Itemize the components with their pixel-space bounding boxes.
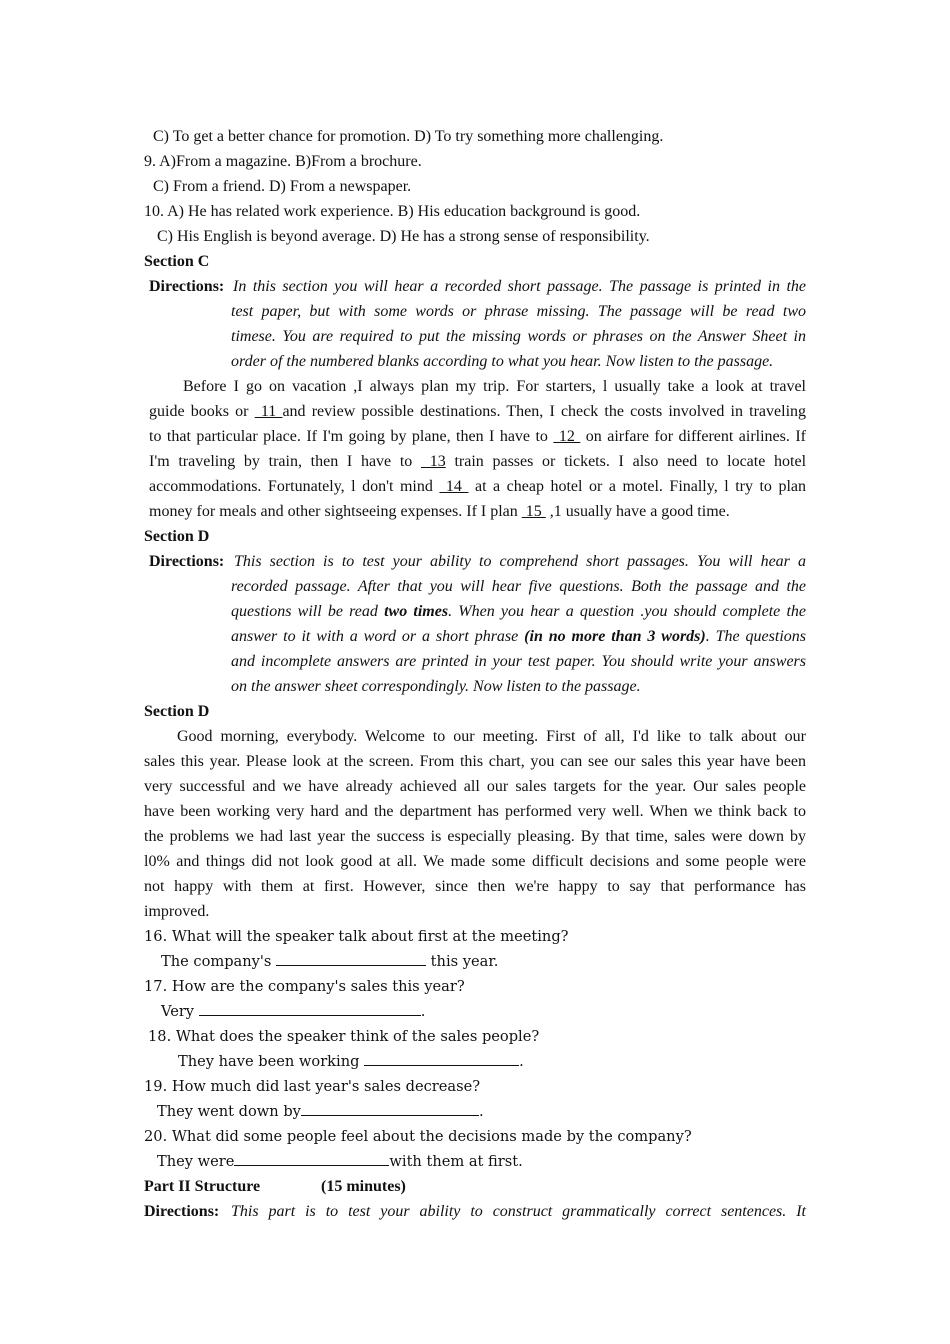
q9-options-cd: C) From a friend. D) From a newspaper. bbox=[153, 178, 412, 195]
section-c-directions-label: Directions: bbox=[149, 278, 225, 295]
question-20: 20. What did some people feel about the decisions made by the company? bbox=[144, 1128, 692, 1145]
section-d-directions-line-4: answer to it with a word or a short phrase (in no more than 3 words). The questions bbox=[231, 628, 807, 645]
blank-13[interactable]: 13 bbox=[421, 453, 446, 470]
question-16: 16. What will the speaker talk about first at the meeting? bbox=[144, 928, 569, 945]
q9-options-ab: 9. A)From a magazine. B)From a brochure. bbox=[144, 153, 422, 170]
q10-options-cd: C) His English is beyond average. D) He has a strong sense of responsibility. bbox=[157, 228, 650, 245]
section-d-heading: Section D bbox=[144, 528, 210, 545]
blank-11[interactable]: 11 bbox=[254, 403, 283, 420]
emphasis-two-times: two times bbox=[384, 603, 449, 620]
question-19: 19. How much did last year's sales decrease? bbox=[144, 1078, 481, 1095]
q10-options-ab: 10. A) He has related work experience. B) His education background is good. bbox=[144, 203, 641, 220]
section-c-passage-line-4: I'm traveling by train, then I have to 13 train passes or tickets. I also need to locate hotel bbox=[149, 453, 807, 470]
section-c-directions-line-1: In this section you will hear a recorded short passage. The passage is printed in the bbox=[233, 278, 806, 295]
section-d2-passage-line-8: improved. bbox=[144, 903, 210, 920]
section-d2-passage-line-7: not happy with them at first. However, since then we're happy to say that performance has bbox=[144, 878, 806, 895]
answer-17-blank[interactable] bbox=[199, 1001, 421, 1016]
answer-18-blank[interactable] bbox=[364, 1051, 519, 1066]
section-c-passage-line-3: to that particular place. If I'm going by plane, then I have to 12 on airfare for different airlines. If bbox=[149, 428, 806, 445]
section-d-directions-line-6: on the answer sheet correspondingly. Now listen to the passage. bbox=[231, 678, 641, 695]
section-c-passage-line-5: accommodations. Fortunately, l don't mind 14 at a cheap hotel or a motel. Finally, l try to plan bbox=[149, 478, 807, 495]
part-2-directions-text: This part is to test your ability to construct grammatically correct sentences. It bbox=[231, 1203, 806, 1220]
section-d2-passage-line-6: l0% and things did not look good at all. We made some difficult decisions and some people were bbox=[144, 853, 806, 870]
blank-14[interactable]: 14 bbox=[439, 478, 469, 495]
section-d-directions-line-5: and incomplete answers are printed in your test paper. You should write your answers bbox=[231, 653, 806, 670]
section-d2-passage-line-1: Good morning, everybody. Welcome to our meeting. First of all, I'd like to talk about our bbox=[177, 728, 806, 745]
q8-options-cd: C) To get a better chance for promotion. D) To try something more challenging. bbox=[153, 128, 664, 145]
section-d-directions-label: Directions: bbox=[149, 553, 225, 570]
blank-15[interactable]: 15 bbox=[521, 503, 546, 520]
blank-12[interactable]: 12 bbox=[553, 428, 581, 445]
answer-19: They went down by . bbox=[157, 1103, 484, 1120]
section-c-directions-line-2: test paper, but with some words or phrase missing. The passage will be read two bbox=[231, 303, 806, 320]
emphasis-word-limit: (in no more than 3 words) bbox=[524, 628, 706, 645]
section-c-passage-line-1: Before I go on vacation ,I always plan my trip. For starters, l usually take a look at travel bbox=[183, 378, 806, 395]
section-c-directions-line-4: order of the numbered blanks according to what you hear. Now listen to the passage. bbox=[231, 353, 774, 370]
section-c-heading: Section C bbox=[144, 253, 210, 270]
section-d-directions-line-3: questions will be read two times. When you hear a question .you should complete the bbox=[231, 603, 807, 620]
question-18: 18. What does the speaker think of the sales people? bbox=[148, 1028, 540, 1045]
section-d-directions-line-1: This section is to test your ability to comprehend short passages. You will hear a bbox=[234, 553, 806, 570]
question-17: 17. How are the company's sales this year? bbox=[144, 978, 465, 995]
section-c-directions-line-3: timese. You are required to put the missing words or phrases on the Answer Sheet in bbox=[231, 328, 806, 345]
answer-19-blank[interactable] bbox=[301, 1101, 479, 1116]
section-d2-heading: Section D bbox=[144, 703, 210, 720]
section-d2-passage-line-3: very successful and we have already achieved all our sales targets for the year. Our sales people bbox=[144, 778, 806, 795]
section-c-passage-line-6: money for meals and other sightseeing expenses. If I plan 15 ,1 usually have a good time. bbox=[149, 503, 730, 520]
answer-16-blank[interactable] bbox=[276, 951, 426, 966]
answer-16: The company's this year. bbox=[161, 953, 499, 970]
answer-17: Very . bbox=[161, 1003, 426, 1020]
answer-20: They were with them at first. bbox=[157, 1153, 523, 1170]
section-d-directions-line-2: recorded passage. After that you will hear five questions. Both the passage and the bbox=[231, 578, 806, 595]
part-2-heading: Part II Structure bbox=[144, 1178, 261, 1195]
answer-20-blank[interactable] bbox=[234, 1151, 389, 1166]
part-2-directions-label: Directions: bbox=[144, 1203, 220, 1220]
section-d2-passage-line-5: the problems we had last year the success is especially pleasing. By that time, sales were down by bbox=[144, 828, 806, 845]
section-c-passage-line-2: guide books or 11 and review possible destinations. Then, I check the costs involved in traveling bbox=[149, 403, 807, 420]
answer-18: They have been working . bbox=[178, 1053, 524, 1070]
section-d2-passage-line-2: sales this year. Please look at the screen. From this chart, you can see our sales this year have been bbox=[144, 753, 806, 770]
section-d2-passage-line-4: have been working very hard and the department has performed very well. When we think back to bbox=[144, 803, 806, 820]
part-2-time: (15 minutes) bbox=[321, 1178, 406, 1195]
